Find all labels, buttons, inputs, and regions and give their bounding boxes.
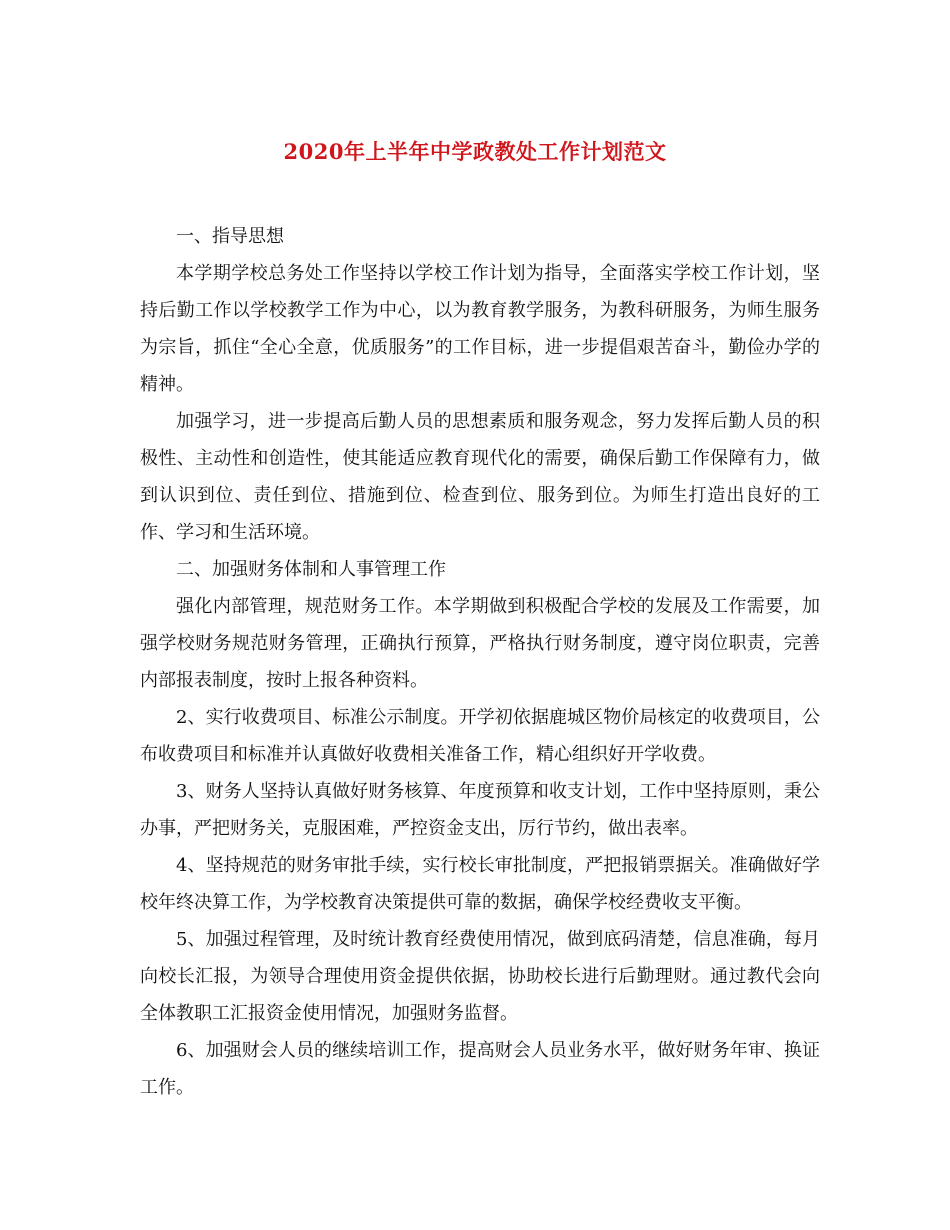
- paragraph-item-5: 5、加强过程管理，及时统计教育经费使用情况，做到底码清楚，信息准确，每月向校长汇报，为领导合理使用资金提供依据，协助校长进行后勤理财。通过教代会向全体教职工汇报资金使用情况，加强财务监督。: [140, 929, 820, 1024]
- section-heading-guiding-ideology: 一、指导思想: [176, 226, 284, 247]
- document-body: [140, 218, 820, 1106]
- section-heading-finance-management: 二、加强财务体制和人事管理工作: [176, 559, 446, 580]
- paragraph-item-4: 4、坚持规范的财务审批手续，实行校长审批制度，严把报销票据关。准确做好学校年终决算工作，为学校教育决策提供可靠的数据，确保学校经费收支平衡。: [140, 855, 820, 913]
- paragraph-strengthen-learning: 加强学习，进一步提高后勤人员的思想素质和服务观念，努力发挥后勤人员的积极性、主动性和创造性，使其能适应教育现代化的需要，确保后勤工作保障有力，做到认识到位、责任到位、措施到位、检查到位、服务到位。为师生打造出良好的工作、学习和生活环境。: [140, 411, 820, 543]
- paragraph-item-6: 6、加强财会人员的继续培训工作，提高财会人员业务水平，做好财务年审、换证工作。: [140, 1040, 820, 1098]
- paragraph-item-2: 2、实行收费项目、标准公示制度。开学初依据鹿城区物价局核定的收费项目，公布收费项目和标准并认真做好收费相关准备工作，精心组织好开学收费。: [140, 707, 820, 765]
- document-title: 2020年上半年中学政教处工作计划范文: [283, 139, 667, 164]
- paragraph-item-3: 3、财务人坚持认真做好财务核算、年度预算和收支计划，工作中坚持原则，秉公办事，严把财务关，克服困难，严控资金支出，厉行节约，做出表率。: [140, 781, 820, 839]
- paragraph-internal-management: 强化内部管理，规范财务工作。本学期做到积极配合学校的发展及工作需要，加强学校财务规范财务管理，正确执行预算，严格执行财务制度，遵守岗位职责，完善内部报表制度，按时上报各种资料。: [140, 596, 820, 691]
- paragraph-intro: 本学期学校总务处工作坚持以学校工作计划为指导，全面落实学校工作计划，坚持后勤工作以学校教学工作为中心，以为教育教学服务，为教科研服务，为师生服务为宗旨，抓住“全心全意，优质服务”的工作目标，进一步提倡艰苦奋斗，勤俭办学的精神。: [140, 263, 820, 395]
